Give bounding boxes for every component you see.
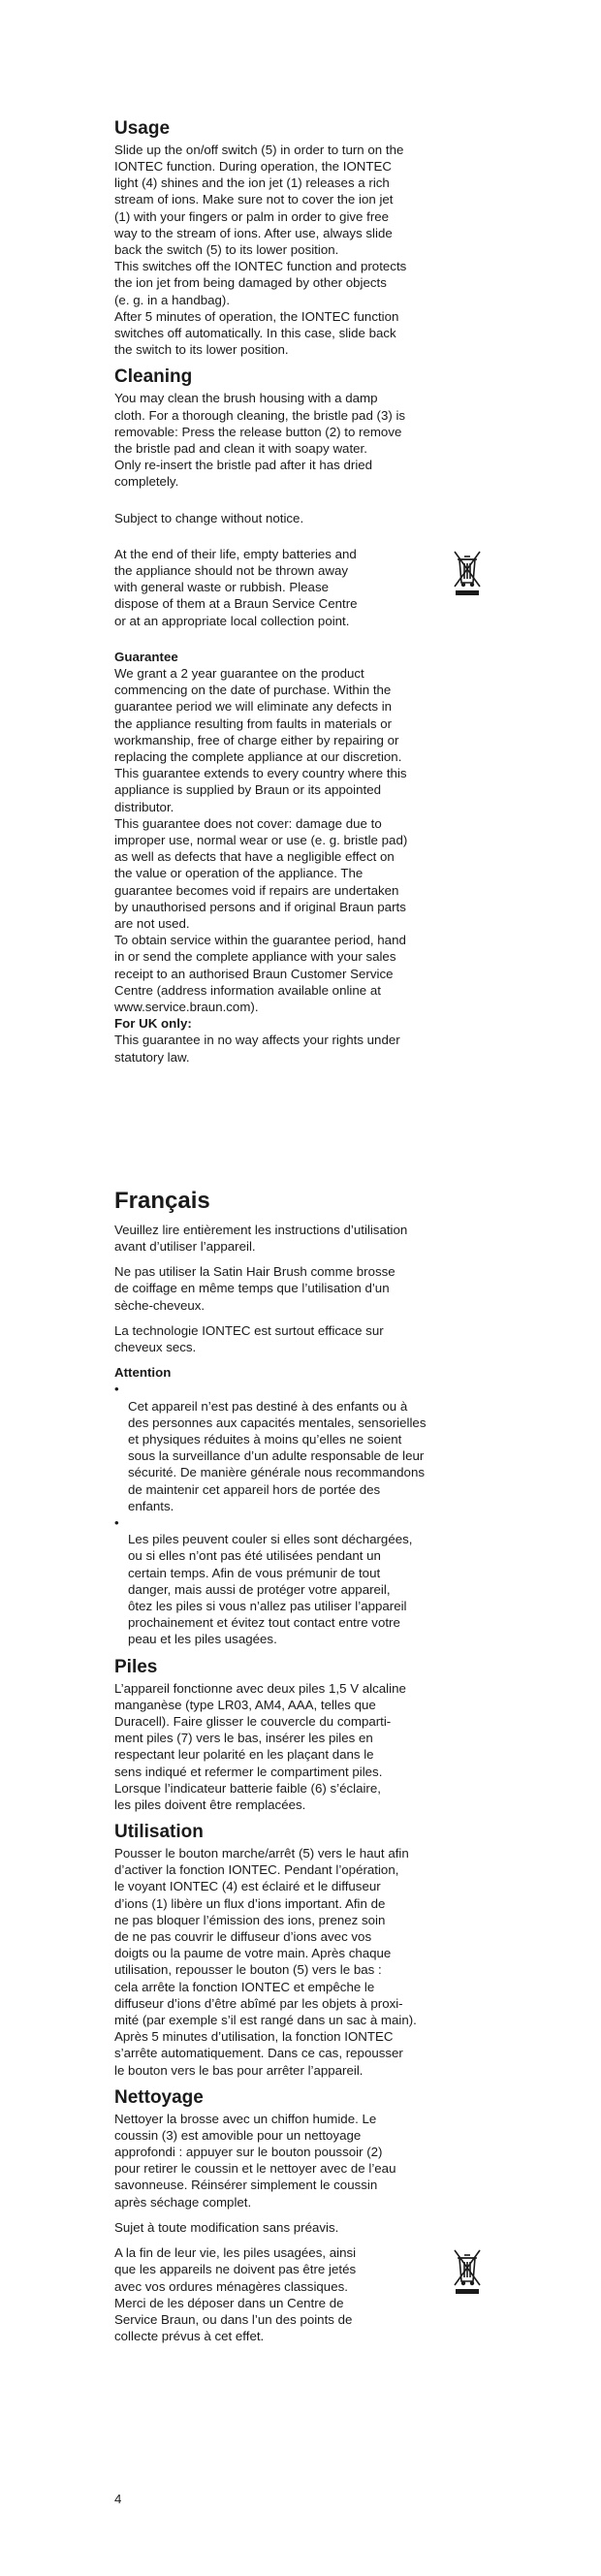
english-section <box>114 118 488 1065</box>
french-section <box>114 1188 488 2344</box>
list-item: • Les piles peuvent couler si elles sont déchargées, ou si elles n’ont pas été utilisées pendant un certain temps. Afin de vous prémunir de tout danger, mais aussi de protéger votre appareil, ôtez les piles si vous n’allez pas utiliser l’appareil prochainement et évitez tout contact entre votre peau et les piles usagées. <box>114 1515 413 1647</box>
crossed-out-wheelie-bin-icon <box>451 2246 484 2297</box>
nettoyage-heading: Nettoyage <box>114 2086 204 2108</box>
french-disposal-block <box>114 2244 488 2344</box>
french-intro-1: Veuillez lire entièrement les instructions d’utilisation avant d’utiliser l’appareil. <box>114 1222 408 1254</box>
attention-list <box>114 1381 488 1647</box>
utilisation-text: Pousser le bouton marche/arrêt (5) vers le haut afin d’activer la fonction IONTEC. Pendant l’opération, le voyant IONTEC (4) est éclairé et le diffuseur d’ions (1) libère un flux d’ions important. Afin de ne pas bloquer l’émission des ions, prenez soin de ne pas couvrir le diffuseur d’ions avec vos doigts ou la paume de votre main. Après chaque utilisation, repousser le bouton (5) vers le bas : cela arrête la fonction IONTEC et empêche le diffuseur d’ions d’être abîmé par les objets à proxi- mité (par exemple s’il est rangé dans un sac à main). Après 5 minutes d’utilisation, la fonction IONTEC s’arrête automatiquement. Dans ce cas, repousser le bouton vers le bas pour arrêter l’appareil. <box>114 1845 417 2078</box>
cleaning-text: You may clean the brush housing with a damp cloth. For a thorough cleaning, the bristle pad (3) is removable: Press the release button (2) to remove the bristle pad and clean it with soapy water. Only re-insert the bristle pad after it has dried completely. <box>114 391 406 490</box>
french-subject-to-change-text: Sujet à toute modification sans préavis. <box>114 2219 339 2235</box>
uk-only-text: This guarantee in no way affects your rights under statutory law. <box>114 1033 400 1065</box>
guarantee-text-2: This guarantee does not cover: damage due to improper use, normal wear or use (e. g. bristle pad) as well as defects that have a negligible effect on the value or operation of the appliance. The guarantee becomes void if repairs are undertaken by unauthorised persons and if original Braun parts are not used. <box>114 815 408 932</box>
nettoyage-text: Nettoyer la brosse avec un chiffon humide. Le coussin (3) est amovible pour un nettoyage approfondi : appuyer sur le bouton poussoir (2) pour retirer le coussin et le nettoyer avec de l’eau savonneuse. Réinsérer simplement le coussin après séchage complet. <box>114 2111 396 2210</box>
french-disposal-text: A la fin de leur vie, les piles usagées, ainsi que les appareils ne doivent pas être jetés avec vos ordures ménagères classiques. Merci de les déposer dans un Centre de Service Braun, ou dans l’un des points de collecte prévus à cet effet. <box>114 2245 357 2344</box>
disposal-block <box>114 546 488 629</box>
french-title: Français <box>114 1188 210 1214</box>
page-number: 4 <box>114 2492 122 2506</box>
subject-to-change-text: Subject to change without notice. <box>114 510 304 525</box>
utilisation-heading: Utilisation <box>114 1822 204 1843</box>
disposal-text: At the end of their life, empty batteries and the appliance should not be thrown away with general waste or rubbish. Please dispose of them at a Braun Service Centre or at an appropriate local collection point. <box>114 546 358 628</box>
guarantee-heading: Guarantee <box>114 649 178 664</box>
guarantee-text-3: To obtain service within the guarantee period, hand in or send the complete appliance with your sales receipt to an authorised Braun Customer Service Centre (address information available online at www.service.braun.com). <box>114 933 406 1015</box>
french-intro-3: La technologie IONTEC est surtout efficace sur cheveux secs. <box>114 1322 384 1355</box>
cleaning-heading: Cleaning <box>114 366 193 388</box>
french-intro-2: Ne pas utiliser la Satin Hair Brush comme brosse de coiffage en même temps que l’utilisation d’un sèche-cheveux. <box>114 1264 395 1313</box>
piles-heading: Piles <box>114 1656 158 1677</box>
bullet-marker: • <box>114 1382 119 1397</box>
usage-heading: Usage <box>114 118 171 139</box>
attention-heading: Attention <box>114 1365 172 1381</box>
piles-text: L’appareil fonctionne avec deux piles 1,5 V alcaline manganèse (type LR03, AM4, AAA, telles que Duracell). Faire glisser le couvercle du comparti- ment piles (7) vers le bas, insérer les piles en respectant leur polarité en les plaçant dans le sens indiqué et refermer le compartiment piles. Lorsque l’indicateur batterie faible (6) s’éclaire, les piles doivent être remplacées. <box>114 1680 406 1812</box>
usage-text: Slide up the on/off switch (5) in order to turn on the IONTEC function. During operation, the IONTEC light (4) shines and the ion jet (1) releases a rich stream of ions. Make sure not to cover the ion jet (1) with your fingers or palm in order to give free way to the stream of ions. After use, always slide back the switch (5) to its lower position. This switches off the IONTEC function and protects the ion jet from being damaged by other objects (e. g. in a handbag). After 5 minutes of operation, the IONTEC function switches off automatically. In this case, slide back the switch to its lower position. <box>114 142 407 358</box>
crossed-out-wheelie-bin-icon <box>451 548 484 598</box>
list-item: • Cet appareil n’est pas destiné à des enfants ou à des personnes aux capacités mentales, sensorielles et physiques réduites à moins qu’elles ne soient sous la surveillance d’un adulte responsable de leur sécurité. De manière générale nous recommandons de maintenir cet appareil hors de portée des enfants. <box>114 1382 427 1513</box>
guarantee-text-1: We grant a 2 year guarantee on the product commencing on the date of purchase. Within the guarantee period we will eliminate any defects in the appliance resulting from faults in materials or workmanship, free of charge either by repairing or replacing the complete appliance at our discretion. This guarantee extends to every country where this appliance is supplied by Braun or its appointed distributor. <box>114 665 407 814</box>
bullet-marker: • <box>114 1515 119 1531</box>
uk-only-heading: For UK only: <box>114 1016 192 1032</box>
